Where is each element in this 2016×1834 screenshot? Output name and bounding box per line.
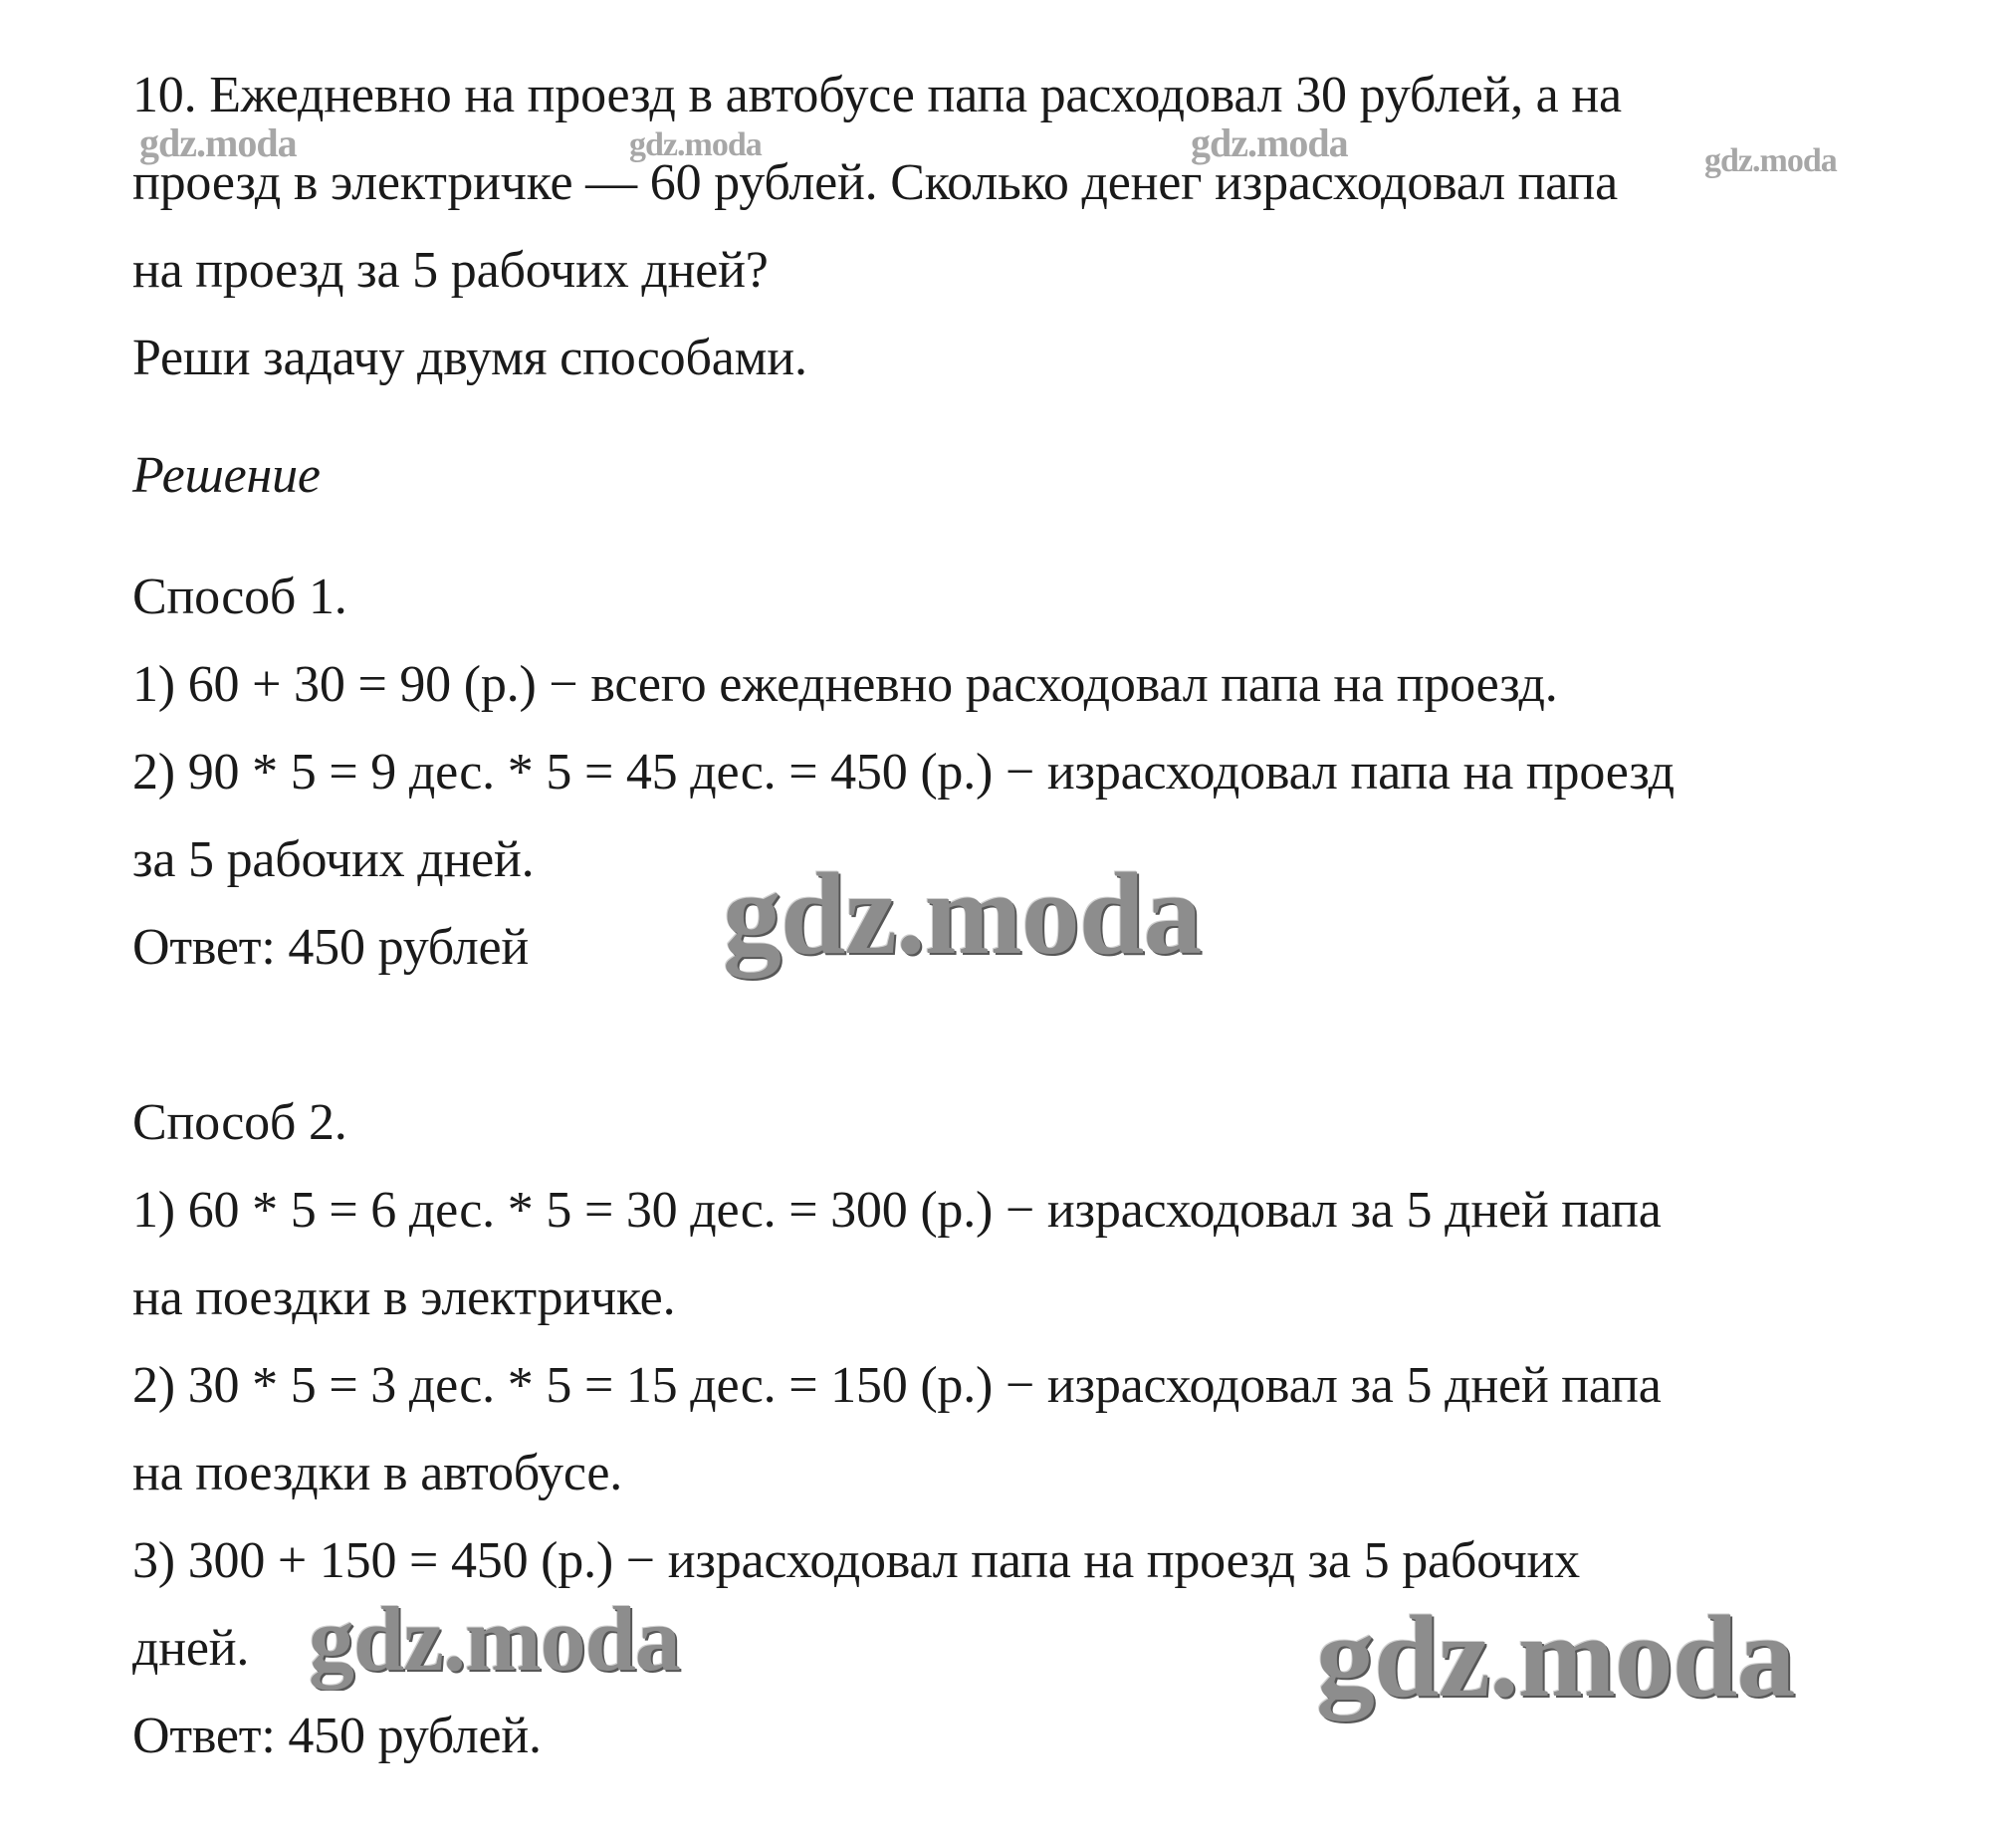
watermark-logo: gdz.moda — [309, 1588, 680, 1690]
problem-line-4: Реши задачу двумя способами. — [132, 330, 807, 386]
problem-line-3: на проезд за 5 рабочих дней? — [132, 242, 769, 299]
problem-line-2: проезд в электричке — 60 рублей. Сколько денег израсходовал папа — [132, 154, 1619, 211]
watermark-logo: gdz.moda — [1191, 120, 1348, 165]
method1-step1: 1) 60 + 30 = 90 (р.) − всего ежедневно расходовал папа на проезд. — [132, 656, 1558, 713]
method2-step1-line2: на поездки в электричке. — [132, 1269, 676, 1326]
watermark-logo: gdz.moda — [1316, 1591, 1795, 1721]
method2-step3-line1: 3) 300 + 150 = 450 (р.) − израсходовал папа на проезд за 5 рабочих — [132, 1532, 1580, 1589]
watermark-logo: gdz.moda — [1704, 142, 1837, 179]
watermark-logo: gdz.moda — [723, 848, 1202, 979]
method1-answer: Ответ: 450 рублей — [132, 919, 530, 976]
method2-step2-line2: на поездки в автобусе. — [132, 1445, 623, 1501]
method1-title: Способ 1. — [132, 569, 347, 625]
method1-step2-line2: за 5 рабочих дней. — [132, 831, 535, 888]
watermark-logo: gdz.moda — [629, 126, 762, 163]
watermark-logo: gdz.moda — [139, 120, 297, 165]
method2-answer: Ответ: 450 рублей. — [132, 1708, 542, 1764]
method2-step2-line1: 2) 30 * 5 = 3 дес. * 5 = 15 дес. = 150 (р.) − израсходовал за 5 дней папа — [132, 1357, 1662, 1414]
problem-line-1: 10. Ежедневно на проезд в автобусе папа расходовал 30 рублей, а на — [132, 67, 1622, 123]
method1-step2-line1: 2) 90 * 5 = 9 дес. * 5 = 45 дес. = 450 (р.) − израсходовал папа на проезд — [132, 744, 1675, 801]
method2-step1-line1: 1) 60 * 5 = 6 дес. * 5 = 30 дес. = 300 (р.) − израсходовал за 5 дней папа — [132, 1182, 1662, 1239]
method2-step3-line2: дней. — [132, 1620, 250, 1677]
solution-heading: Решение — [132, 447, 321, 504]
method2-title: Способ 2. — [132, 1094, 347, 1151]
